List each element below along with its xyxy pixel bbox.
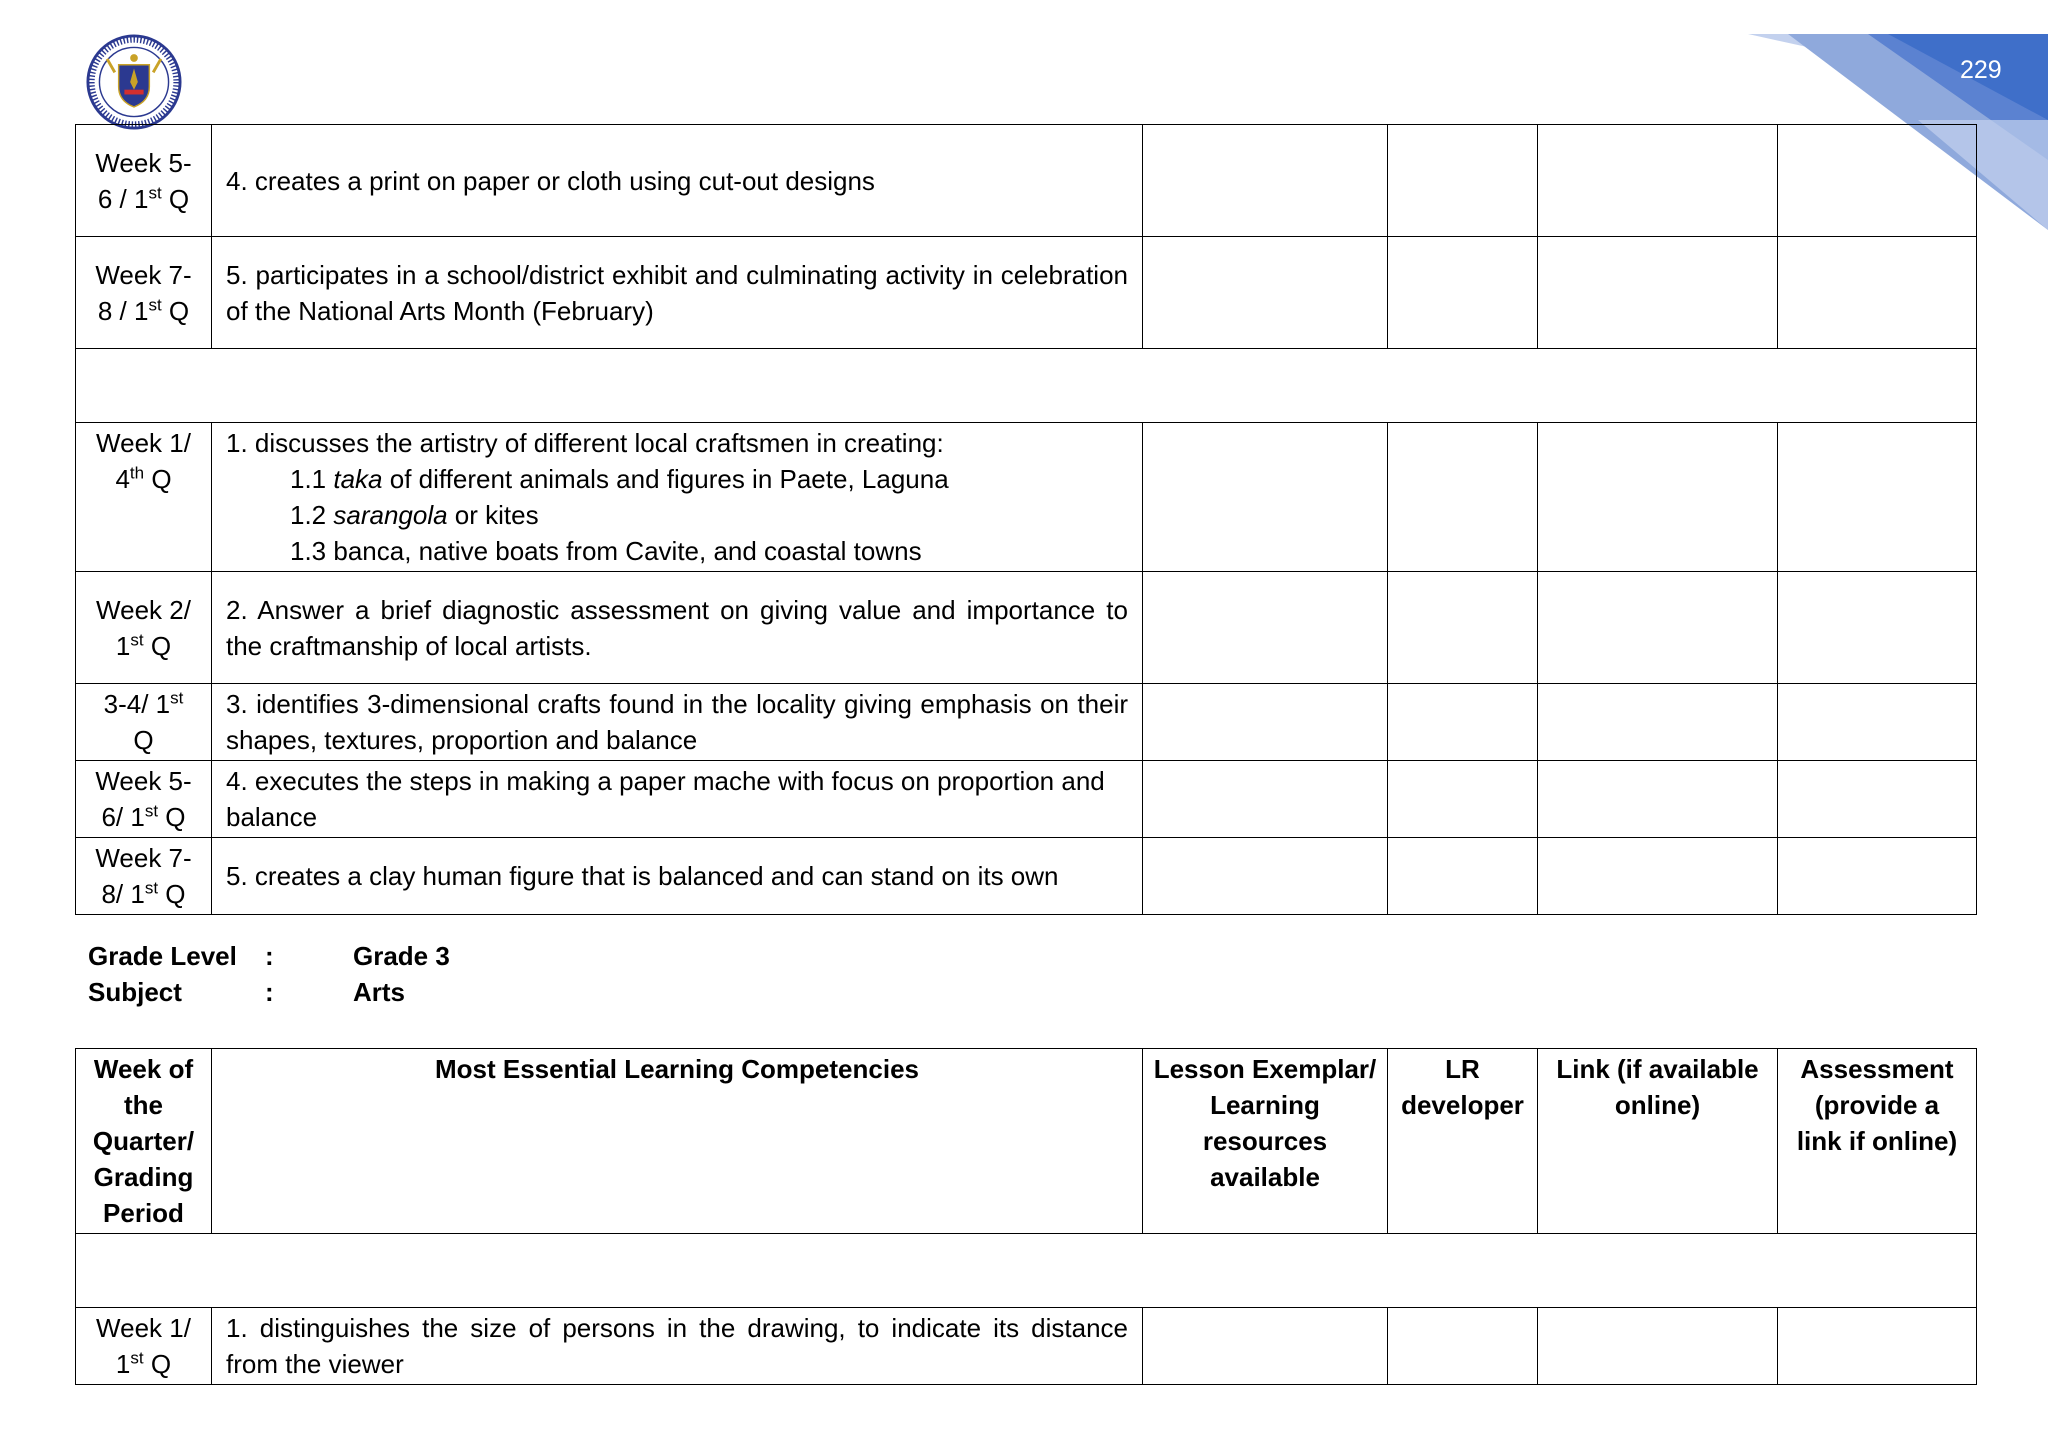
week-cell: 3-4/ 1st Q bbox=[76, 684, 212, 761]
assessment-cell bbox=[1778, 1308, 1977, 1385]
table-row bbox=[76, 1308, 1977, 1385]
lesson-exemplar-cell bbox=[1143, 125, 1388, 237]
lr-developer-cell bbox=[1388, 423, 1538, 572]
quarter-divider-row bbox=[76, 349, 1977, 423]
competencies-table-continued bbox=[75, 124, 1977, 915]
week-cell: Week 7- 8/ 1st Q bbox=[76, 838, 212, 915]
header-melc: Most Essential Learning Competencies bbox=[212, 1049, 1143, 1234]
assessment-cell bbox=[1778, 423, 1977, 572]
header-lesson-exemplar: Lesson Exemplar/ Learning resources available bbox=[1143, 1049, 1388, 1234]
table-row bbox=[76, 423, 1977, 572]
lesson-exemplar-cell bbox=[1143, 1308, 1388, 1385]
competency-cell bbox=[212, 423, 1143, 572]
competency-cell: 2. Answer a brief diagnostic assessment on giving value and importance to the craftmanship of local artists. bbox=[212, 572, 1143, 684]
week-cell: Week 2/ 1st Q bbox=[76, 572, 212, 684]
sub-item: 1.3 banca, native boats from Cavite, and coastal towns bbox=[290, 536, 922, 566]
competency-cell: 1. distinguishes the size of persons in the drawing, to indicate its distance from the viewer bbox=[212, 1308, 1143, 1385]
table-row bbox=[76, 237, 1977, 349]
grade-level-value: Grade 3 bbox=[353, 941, 450, 971]
empty-merged-cell bbox=[76, 1234, 1977, 1308]
sub-item: 1.2 sarangola or kites bbox=[290, 500, 539, 530]
week-cell: Week 5- 6/ 1st Q bbox=[76, 761, 212, 838]
grade-level-line bbox=[88, 938, 450, 974]
assessment-cell bbox=[1778, 572, 1977, 684]
link-cell bbox=[1538, 1308, 1778, 1385]
link-cell bbox=[1538, 761, 1778, 838]
lr-developer-cell bbox=[1388, 838, 1538, 915]
lr-developer-cell bbox=[1388, 572, 1538, 684]
grade-level-label: Grade Level bbox=[88, 941, 237, 971]
competency-cell: 5. participates in a school/district exhibit and culminating activity in celebration of the National Arts Month (February) bbox=[212, 237, 1143, 349]
table-row bbox=[76, 761, 1977, 838]
lesson-exemplar-cell bbox=[1143, 572, 1388, 684]
lr-developer-cell bbox=[1388, 125, 1538, 237]
subject-label: Subject bbox=[88, 977, 182, 1007]
table-row bbox=[76, 838, 1977, 915]
assessment-cell bbox=[1778, 237, 1977, 349]
lr-developer-cell bbox=[1388, 684, 1538, 761]
subject-line bbox=[88, 974, 405, 1010]
link-cell bbox=[1538, 838, 1778, 915]
week-cell: Week 1/ 1st Q bbox=[76, 1308, 212, 1385]
assessment-cell bbox=[1778, 125, 1977, 237]
table-row bbox=[76, 125, 1977, 237]
link-cell bbox=[1538, 237, 1778, 349]
lesson-exemplar-cell bbox=[1143, 684, 1388, 761]
colon: : bbox=[265, 977, 274, 1007]
assessment-cell bbox=[1778, 761, 1977, 838]
link-cell bbox=[1538, 572, 1778, 684]
lr-developer-cell bbox=[1388, 237, 1538, 349]
header-week: Week of the Quarter/ Grading Period bbox=[76, 1049, 212, 1234]
link-cell bbox=[1538, 423, 1778, 572]
competency-cell: 5. creates a clay human figure that is balanced and can stand on its own bbox=[212, 838, 1143, 915]
colon: : bbox=[265, 941, 274, 971]
lr-developer-cell bbox=[1388, 1308, 1538, 1385]
quarter-divider-row bbox=[76, 1234, 1977, 1308]
week-cell: Week 1/ 4th Q bbox=[76, 423, 212, 572]
empty-merged-cell bbox=[76, 349, 1977, 423]
header-lr-developer: LR developer bbox=[1388, 1049, 1538, 1234]
grade3-arts-competencies-table bbox=[75, 1048, 1977, 1385]
week-cell: Week 7- 8 / 1st Q bbox=[76, 237, 212, 349]
link-cell bbox=[1538, 684, 1778, 761]
week-cell: Week 5- 6 / 1st Q bbox=[76, 125, 212, 237]
competency-cell: 3. identifies 3-dimensional crafts found in the locality giving emphasis on their shapes, textures, proportion and balance bbox=[212, 684, 1143, 761]
page-number: 229 bbox=[1960, 56, 2002, 84]
competency-cell: 4. creates a print on paper or cloth using cut-out designs bbox=[212, 125, 1143, 237]
lr-developer-cell bbox=[1388, 761, 1538, 838]
subject-value: Arts bbox=[353, 977, 406, 1007]
deped-seal-logo bbox=[86, 34, 182, 130]
header-link: Link (if available online) bbox=[1538, 1049, 1778, 1234]
competency-main-line: 1. discusses the artistry of different local craftsmen in creating: bbox=[226, 428, 944, 458]
assessment-cell bbox=[1778, 684, 1977, 761]
sub-item: 1.1 taka of different animals and figures in Paete, Laguna bbox=[290, 464, 949, 494]
table-row bbox=[76, 684, 1977, 761]
lesson-exemplar-cell bbox=[1143, 838, 1388, 915]
assessment-cell bbox=[1778, 838, 1977, 915]
table-row bbox=[76, 572, 1977, 684]
link-cell bbox=[1538, 125, 1778, 237]
competency-cell: 4. executes the steps in making a paper mache with focus on proportion and balance bbox=[212, 761, 1143, 838]
lesson-exemplar-cell bbox=[1143, 423, 1388, 572]
lesson-exemplar-cell bbox=[1143, 761, 1388, 838]
lesson-exemplar-cell bbox=[1143, 237, 1388, 349]
header-row bbox=[76, 1049, 1977, 1234]
header-assessment: Assessment (provide a link if online) bbox=[1778, 1049, 1977, 1234]
